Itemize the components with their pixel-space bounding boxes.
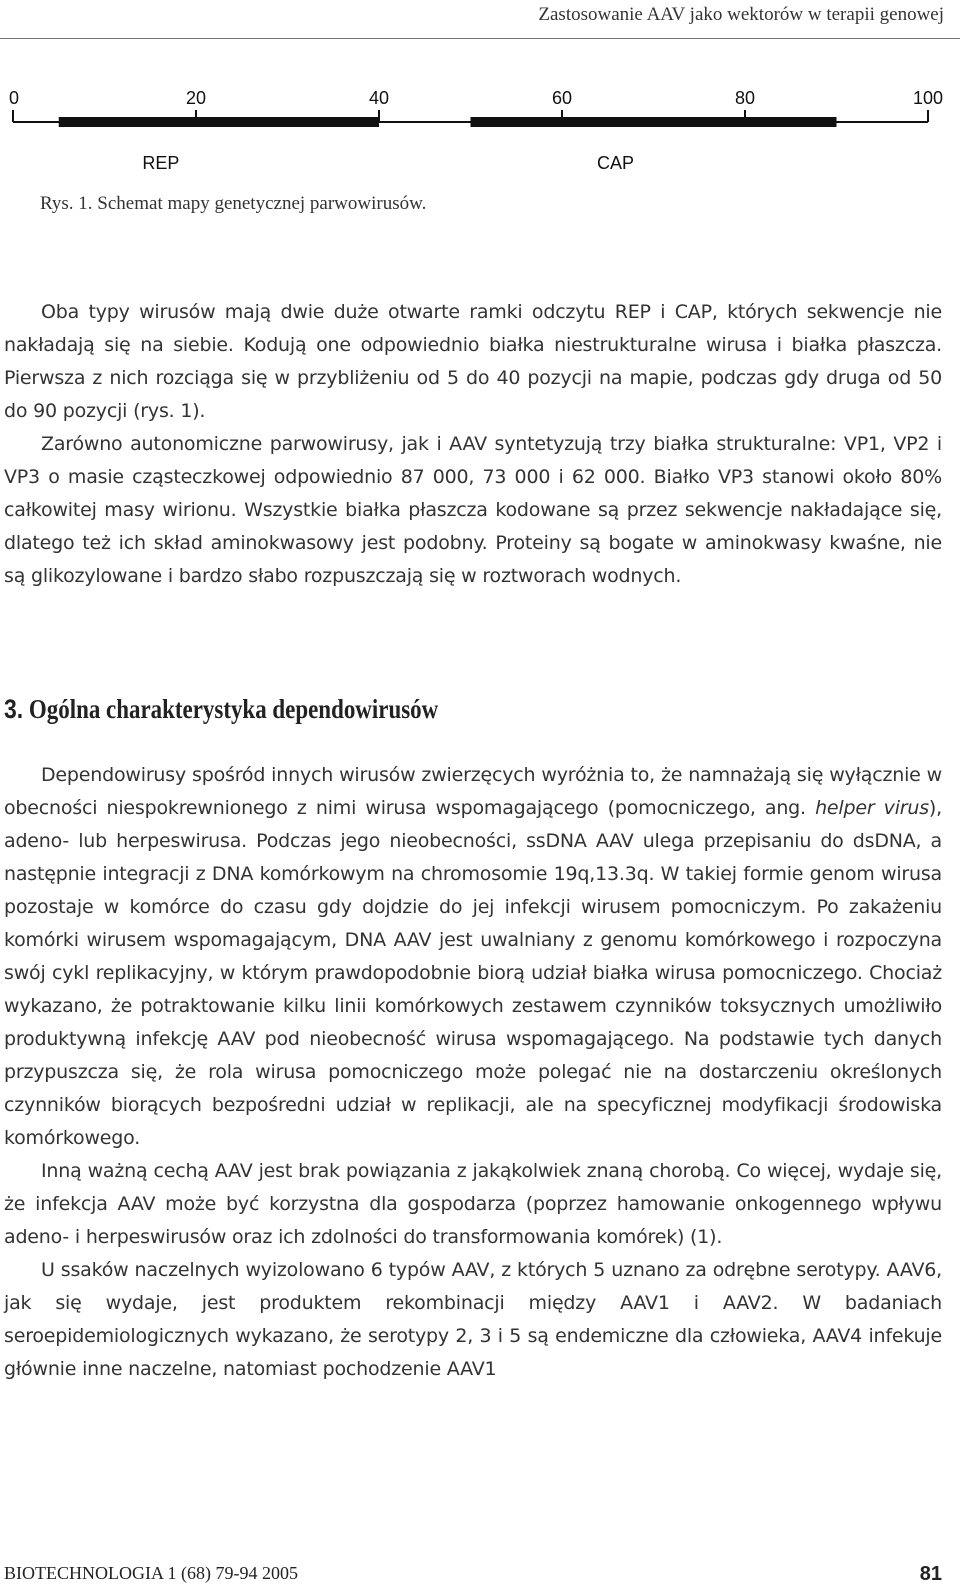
tick-label: 40 [368,88,390,108]
tick-label: 0 [9,88,20,108]
segment-label: CAP [596,153,635,173]
paragraph: U ssaków naczelnych wyizolowano 6 typów AAV, z których 5 uznano za odrębne serotypy. AAV6, jak się wydaje, jest produktem rekombinacji między AAV1 i AAV2. W badaniach seroepidemiologicznych wykazano, że serotypy 2, 3 i 5 są endemiczne dla człowieka, AAV4 infekuje głównie inne naczelne, natomiast pochodzenie AAV1 [4,1259,942,1380]
intro-text [4,296,942,593]
section-text [4,759,942,1386]
tick-label: 100 [912,88,944,108]
tick-label: 60 [551,88,573,108]
section-heading [4,694,438,725]
tick-label: 20 [185,88,207,108]
segment-rep [59,117,379,127]
italic-term: helper virus [815,797,929,819]
tick-label: 80 [734,88,756,108]
segment-cap [471,117,837,127]
paragraph: Inną ważną cechą AAV jest brak powiązania z jakąkolwiek znaną chorobą. Co więcej, wydaje się, że infekcja AAV może być korzystna dla gospodarza (poprzez hamowanie onkogennego wpływu adeno- i herpeswirusów oraz ich zdolności do transformowania komórek) (1). [4,1160,942,1248]
header-rule [0,38,960,39]
section-title: Ogólna charakterystyka dependowirusów [28,694,439,724]
footer-journal: BIOTECHNOLOGIA 1 (68) 79-94 2005 [4,1563,298,1583]
text-run: Dependowirusy spośród innych wirusów zwierzęcych wyróżnia to, że namnażają się wyłącznie w obecności niespokrewnionego z nimi wirusa wspomagającego (pomocniczego, ang. [4,764,942,819]
segment-label: REP [142,153,180,173]
figure-caption: Rys. 1. Schemat mapy genetycznej parwowirusów. [40,193,427,214]
paragraph: Oba typy wirusów mają dwie duże otwarte ramki odczytu REP i CAP, których sekwencje nie nakładają się na siebie. Kodują one odpowiednio białka niestrukturalne wirusa i białka płaszcza. Pierwsza z nich rozciąga się w przybliżeniu od 5 do 40 pozycji na mapie, podczas gdy druga od 50 do 90 pozycji (rys. 1). [4,301,942,422]
genome-map-figure [0,80,960,190]
text-run: ), adeno- lub herpeswirusa. Podczas jego nieobecności, ssDNA AAV ulega przepisaniu do dsDNA, a następnie integracji z DNA komórkowym na chromosomie 19q,13.3q. W takiej formie genom wirusa pozostaje w komórce do czasu gdy dojdzie do jej infekcji wirusem pomocniczym. Po zakażeniu komórki wirusem wspomagającym, DNA AAV jest uwalniany z genomu komórkowego i rozpoczyna swój cykl replikacyjny, w którym prawdopodobnie biorą udział białka wirusa pomocniczego. Chociaż wykazano, że potraktowanie kilku linii komórkowych zestawem czynników toksycznych umożliwiło produktywną infekcję AAV pod nieobecność wirusa wspomagającego. Na podstawie tych danych przypuszcza się, że rola wirusa pomocniczego może polegać nie na dostarczeniu określonych czynników biorących bezpośredni udział w replikacji, ale na specyficznej modyfikacji środowiska komórkowego. [4,797,942,1149]
page-number: 81 [919,1563,942,1585]
running-head: Zastosowanie AAV jako wektorów w terapii genowej [538,4,944,25]
section-number: 3. [4,694,24,724]
paragraph: Zarówno autonomiczne parwowirusy, jak i AAV syntetyzują trzy białka strukturalne: VP1, VP2 i VP3 o masie cząsteczkowej odpowiednio 87 000, 73 000 i 62 000. Białko VP3 stanowi około 80% całkowitej masy wirionu. Wszystkie białka płaszcza kodowane są przez sekwencje nakładające się, dlatego też ich skład aminokwasowy jest podobny. Proteiny są bogate w aminokwasy kwaśne, nie są glikozylowane i bardzo słabo rozpuszczają się w roztworach wodnych. [4,433,942,587]
paragraph [4,759,942,1155]
